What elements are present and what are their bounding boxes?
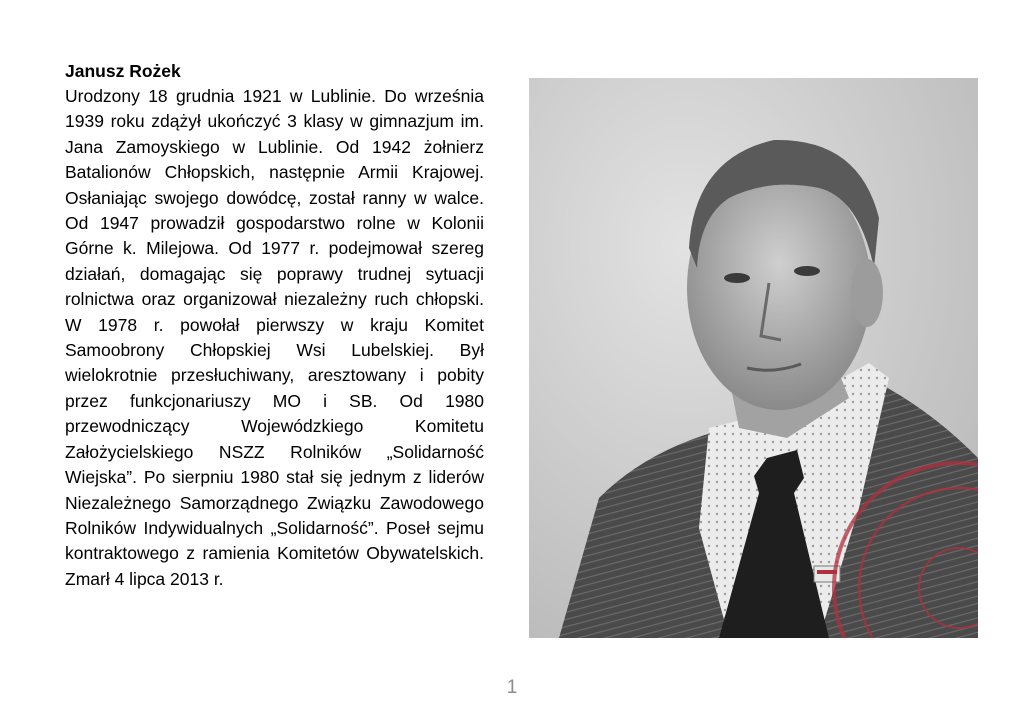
page-number: 1	[506, 677, 518, 698]
person-name-heading: Janusz Rożek	[65, 61, 181, 81]
biography-paragraph: Urodzony 18 grudnia 1921 w Lublinie. Do września 1939 roku zdążył ukończyć 3 klasy w gimnazjum im. Jana Zamoyskiego w Lublinie. Od 1942 żołnierz Batalionów Chłopskich, następnie Armii Krajowej. Osłaniając swojego dowódcę, został ranny w walce. Od 1947 prowadził gospodarstwo rolne w Kolonii Górne k. Milejowa. Od 1977 r. podejmował szereg działań, domagając się poprawy trudnej sytuacji rolnictwa oraz organizował niezależny ruch chłopski. W 1978 r. powołał pierwszy w kraju Komitet Samoobrony Chłopskiej Wsi Lubelskiej. Był wielokrotnie przesłuchiwany, aresztowany i pobity przez funkcjonariuszy MO i SB. Od 1980 przewodniczący Wojewódzkiego Komitetu Założycielskiego NSZZ Rolników „Solidarność Wiejska”. Po sierpniu 1980 stał się jednym z liderów Niezależnego Samorządnego Związku Zawodowego Rolników Indywidualnych „Solidarność”. Poseł sejmu kontraktowego z ramienia Komitetów Obywatelskich. Zmarł 4 lipca 2013 r.	[65, 86, 484, 589]
portrait-photo	[529, 78, 978, 638]
biography-text-column	[65, 58, 484, 592]
